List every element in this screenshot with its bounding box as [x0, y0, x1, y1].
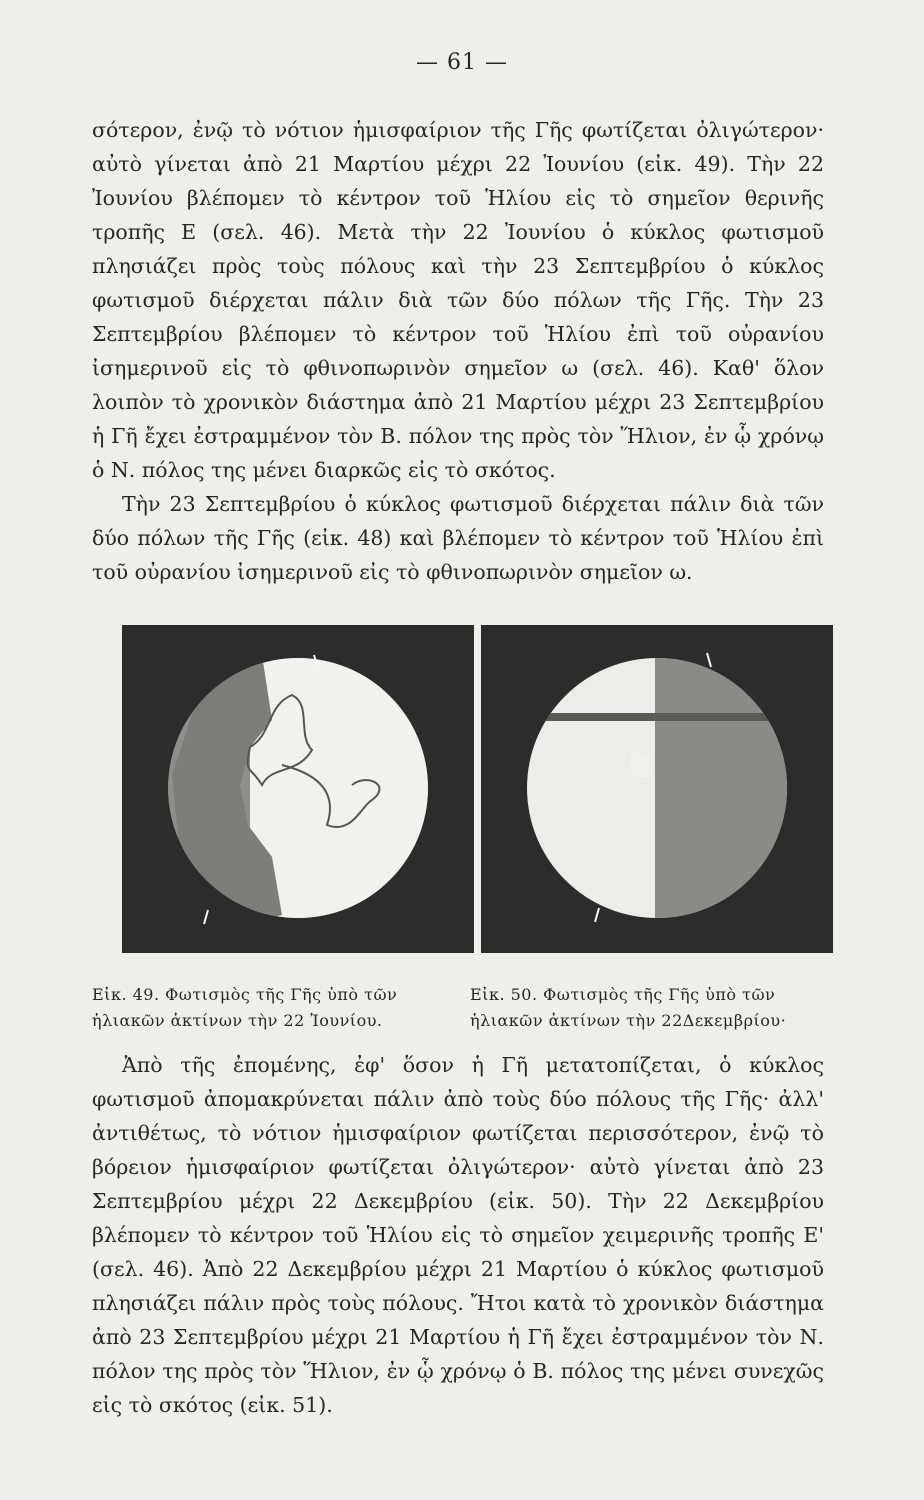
earth-illumination-june-illustration: [122, 625, 474, 953]
figure-49-earth-june: [122, 625, 474, 953]
caption-figure-49: Εἰκ. 49. Φωτισμὸς τῆς Γῆς ὑπὸ τῶν ἡλιακῶν ἀκτίνων τὴν 22 Ἰουνίου.: [92, 985, 398, 1030]
paragraph-2: Τὴν 23 Σεπτεμβρίου ὁ κύκλος φωτισμοῦ διέρχεται πάλιν διὰ τῶν δύο πόλων τῆς Γῆς (εἰκ. 48) καὶ βλέπομεν τὸ κέντρον τοῦ Ἡλίου ἐπὶ τοῦ οὐρανίου ἰσημερινοῦ εἰς τὸ φθινοπωρινὸν σημεῖον ω.: [92, 492, 824, 584]
figure-50-earth-december: [481, 625, 833, 953]
caption-figure-50: Εἰκ. 50. Φωτισμὸς τῆς Γῆς ὑπὸ τῶν ἡλιακῶν ἀκτίνων τὴν 22Δεκεμβρίου·: [470, 985, 787, 1030]
top-text-block: [92, 113, 824, 589]
earth-illumination-december-illustration: [481, 625, 833, 953]
page-number: — 61 —: [416, 50, 508, 75]
paragraph-3: Ἀπὸ τῆς ἐπομένης, ἐφ' ὅσον ἡ Γῆ μετατοπίζεται, ὁ κύκλος φωτισμοῦ ἀπομακρύνεται πάλιν ἀπὸ τοὺς δύο πόλους τῆς Γῆς· ἀλλ' ἀντιθέτως, τὸ νότιον ἡμισφαίριον φωτίζεται περισσότερον, ἐνῷ τὸ βόρειον ἡμισφαίριον φωτίζεται ὀλιγώτερον· αὐτὸ γίνεται ἀπὸ 23 Σεπτεμβρίου μέχρι 22 Δεκεμβρίου (εἰκ. 50). Τὴν 22 Δεκεμβρίου βλέπομεν τὸ κέντρον τοῦ Ἡλίου εἰς τὸ σημεῖον χειμερινῆς τροπῆς Ε' (σελ. 46). Ἀπὸ 22 Δεκεμβρίου μέχρι 21 Μαρτίου ὁ κύκλος φωτισμοῦ πλησιάζει πάλιν πρὸς τοὺς πόλους. Ἤτοι κατὰ τὸ χρονικὸν διάστημα ἀπὸ 23 Σεπτεμβρίου μέχρι 21 Μαρτίου ἡ Γῆ ἔχει ἐστραμμένον τὸν Ν. πόλον της πρὸς τὸν Ἥλιον, ἐν ᾧ χρόνῳ ὁ Β. πόλος της μένει συνεχῶς εἰς τὸ σκότος (εἰκ. 51).: [92, 1053, 824, 1417]
bottom-text-block: [92, 1048, 824, 1422]
paragraph-1: σότερον, ἐνῷ τὸ νότιον ἡμισφαίριον τῆς Γῆς φωτίζεται ὀλιγώτερον· αὐτὸ γίνεται ἀπὸ 21 Μαρτίου μέχρι 22 Ἰουνίου (εἰκ. 49). Τὴν 22 Ἰουνίου βλέπομεν τὸ κέντρον τοῦ Ἡλίου εἰς τὸ σημεῖον θερινῆς τροπῆς Ε (σελ. 46). Μετὰ τὴν 22 Ἰουνίου ὁ κύκλος φωτισμοῦ πλησιάζει πρὸς τοὺς πόλους καὶ τὴν 23 Σεπτεμβρίου ὁ κύκλος φωτισμοῦ διέρχεται πάλιν διὰ τῶν δύο πόλων τῆς Γῆς. Τὴν 23 Σεπτεμβρίου βλέπομεν τὸ κέντρον τοῦ Ἡλίου ἐπὶ τοῦ οὐρανίου ἰσημερινοῦ εἰς τὸ φθινοπωρινὸν σημεῖον ω (σελ. 46). Καθ' ὅλον λοιπὸν τὸ χρονικὸν διάστημα ἀπὸ 21 Μαρτίου μέχρι 23 Σεπτεμβρίου ἡ Γῆ ἔχει ἐστραμμένον τὸν Β. πόλον της πρὸς τὸν Ἥλιον, ἐν ᾧ χρόνῳ ὁ Ν. πόλος της μένει διαρκῶς εἰς τὸ σκότος.: [92, 118, 824, 482]
